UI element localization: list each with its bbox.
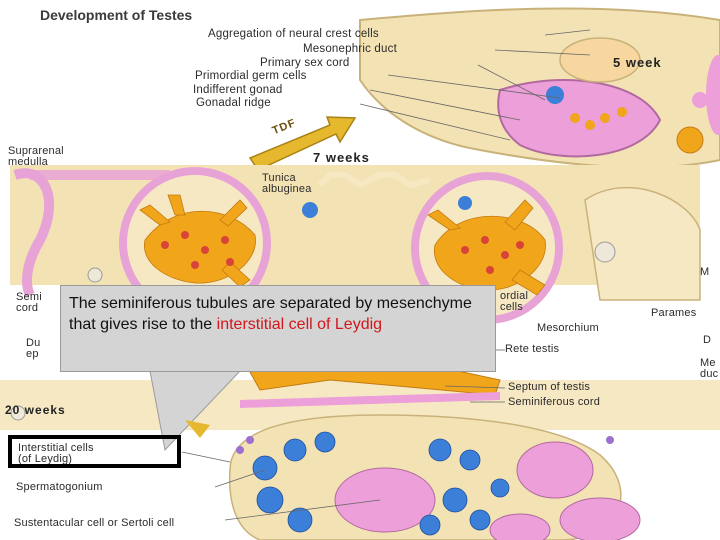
cell-orange xyxy=(677,127,703,153)
label-primordial-germ-cells: Primordial germ cells xyxy=(195,70,307,82)
stage-label-20wk: 20 weeks xyxy=(5,403,66,417)
callout-highlight-term: interstitial cell of Leydig xyxy=(216,316,383,333)
cell-orange xyxy=(585,120,595,130)
callout-box xyxy=(60,285,496,372)
cell-blue xyxy=(458,196,472,210)
label-gonadal-ridge: Gonadal ridge xyxy=(196,97,271,109)
label-suprarenal-medulla: Suprarenal medulla xyxy=(8,145,64,168)
callout-text xyxy=(69,293,487,335)
callout-text-main: The seminiferous tubules are separated by mesenchyme that gives rise to the xyxy=(69,295,472,333)
label-primary-sex-cord: Primary sex cord xyxy=(260,57,350,69)
label-edge-me: Me duc xyxy=(700,357,719,380)
cell-orange xyxy=(600,113,610,123)
tdf-label: TDF xyxy=(270,116,298,138)
page-title: Development of Testes xyxy=(40,7,193,23)
cell-blue xyxy=(302,202,318,218)
label-semi-cord: Semi cord xyxy=(16,291,42,314)
label-tunica-albuginea: Tunica albuginea xyxy=(262,172,312,195)
duct-section xyxy=(595,242,615,262)
label-du-ep: Du ep xyxy=(26,337,41,360)
cell-blue xyxy=(546,86,564,104)
label-rete-testis: Rete testis xyxy=(505,343,560,355)
label-septum-testis: Septum of testis xyxy=(508,381,591,393)
stage-label-5wk: 5 week xyxy=(613,55,662,70)
label-edge-d: D xyxy=(703,334,712,346)
cell-orange xyxy=(570,113,580,123)
label-interstitial-cells: Interstitial cells (of Leydig) xyxy=(18,442,94,465)
stage-label-7wk: 7 weeks xyxy=(313,150,370,165)
label-indifferent-gonad: Indifferent gonad xyxy=(193,84,283,96)
label-seminiferous-cord: Seminiferous cord xyxy=(508,396,601,408)
label-aggregation: Aggregation of neural crest cells xyxy=(208,28,379,40)
duct-section xyxy=(88,268,102,282)
label-sustentacular-cell: Sustentacular cell or Sertoli cell xyxy=(14,517,175,529)
label-mesonephric-duct: Mesonephric duct xyxy=(303,43,397,55)
cell-pink xyxy=(692,92,708,108)
interstitial-cells-highlight-box xyxy=(8,435,181,468)
label-paramesonephric: Parames xyxy=(651,307,697,319)
label-spermatogonium: Spermatogonium xyxy=(16,481,103,493)
tubule-section-left xyxy=(30,170,170,180)
label-mesorchium: Mesorchium xyxy=(537,322,599,334)
cell-orange xyxy=(617,107,627,117)
label-edge-m: M xyxy=(700,266,710,278)
label-primordial-cells: ordial cells xyxy=(500,290,529,313)
